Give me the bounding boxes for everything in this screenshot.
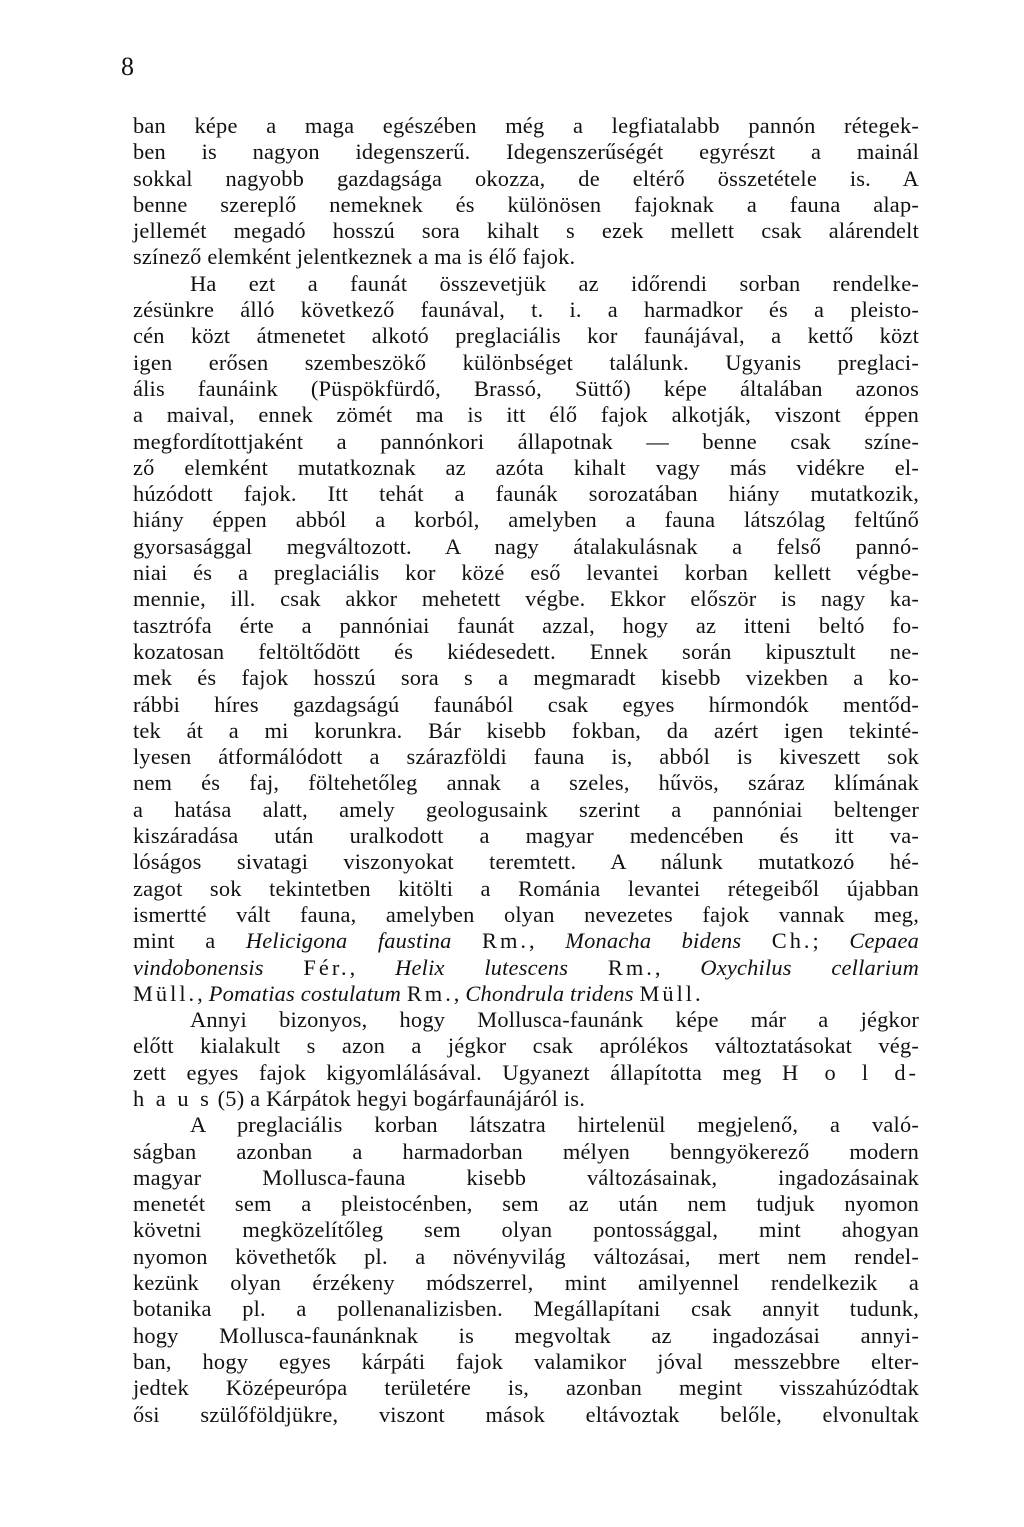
author-abbreviation: Ch. <box>771 928 813 954</box>
text-line: jedtek Középeurópa területére is, azonban megint visszahúzódtak <box>133 1375 919 1401</box>
text-line: megfordítottjaként a pannónkori állapotnak — benne csak színe- <box>133 428 919 454</box>
author-name-part: h a u s <box>133 1085 212 1111</box>
text-line: ben is nagyon idegenszerű. Idegenszerűségét egyrészt a mainál <box>133 139 919 165</box>
species-name: Monacha bidens <box>565 928 742 954</box>
species-name: vindobonensis <box>133 954 264 980</box>
species-name: Oxychilus cellarium <box>700 954 919 980</box>
text-line: követni megközelítőleg sem olyan pontossággal, mint ahogyan <box>133 1217 919 1243</box>
text-line: benne szereplő nemeknek és különösen fajoknak a fauna alap- <box>133 191 919 217</box>
text-line <box>133 1086 919 1112</box>
text-line: sokkal nagyobb gazdagsága okozza, de eltérő összetétele is. A <box>133 165 919 191</box>
text-line: rábbi híres gazdagságú faunából csak egyes hírmondók mentőd- <box>133 691 919 717</box>
text-line: a hatása alatt, amely geologusaink szerint a pannóniai beltenger <box>133 796 919 822</box>
text-line: ban, hogy egyes kárpáti fajok valamikor jóval messzebbre elter- <box>133 1348 919 1374</box>
text-line: Ha ezt a faunát összevetjük az időrendi sorban rendelke- <box>190 270 919 296</box>
paragraph-3 <box>133 1007 919 1112</box>
text-line: zésünkre álló következő faunával, t. i. a harmadkor és a pleisto- <box>133 297 919 323</box>
species-name: Pomatias costulatum <box>208 980 402 1006</box>
text-fragment: zett egyes fajok kigyomlálásával. Ugyanezt állapította meg <box>133 1059 762 1085</box>
author-abbreviation: Müll. <box>639 980 704 1006</box>
text-line: cén közt átmenetet alkotó preglaciális kor faunájával, a kettő közt <box>133 323 919 349</box>
text-line: húzódott fajok. Itt tehát a faunák sorozatában hiány mutatkozik, <box>133 481 919 507</box>
text-fragment: (5) a Kárpátok hegyi bogárfaunájáról is. <box>211 1085 585 1111</box>
species-name: Cepaea <box>849 928 919 954</box>
text-line: a maival, ennek zömét ma is itt élő fajok alkotják, viszont éppen <box>133 402 919 428</box>
author-abbreviation: Fér. <box>303 954 350 980</box>
author-abbreviation: Müll. <box>133 980 198 1006</box>
text-line <box>133 1060 919 1086</box>
text-line: tasztrófa érte a pannóniai faunát azzal, hogy az itteni beltó fo- <box>133 612 919 638</box>
text-line: menetét sem a pleistocénben, sem az után nem tudjuk nyomon <box>133 1191 919 1217</box>
text-line: jellemét megadó hosszú sora kihalt s ezek mellett csak alárendelt <box>133 218 919 244</box>
author-name-part: H o l d- <box>782 1059 919 1085</box>
page-number: 8 <box>121 52 134 81</box>
text-line: ban képe a maga egészében még a legfiatalabb pannón rétegek- <box>133 113 919 138</box>
text-line: Annyi bizonyos, hogy Mollusca-faunánk képe már a jégkor <box>190 1007 919 1033</box>
text-line: zagot sok tekintetben kitölti a Románia levantei rétegeiből újabban <box>133 875 919 901</box>
text-line: mek és fajok hosszú sora s a megmaradt kisebb vizekben a ko- <box>133 665 919 691</box>
paragraph-4 <box>133 1112 919 1428</box>
author-abbreviation: Rm. <box>406 980 454 1006</box>
text-line: nyomon követhetők pl. a növényvilág változásai, mert nem rendel- <box>133 1243 919 1269</box>
text-line: hogy Mollusca-faunánknak is megvoltak az ingadozásai annyi- <box>133 1322 919 1348</box>
text-line: ális faunáink (Püspökfürdő, Brassó, Süttő) képe általában azonos <box>133 375 919 401</box>
paragraph-2 <box>133 271 919 1007</box>
text-line: ismertté vált fauna, amelyben olyan nevezetes fajok vannak meg, <box>133 901 919 927</box>
text-line: botanika pl. a pollenanalizisben. Megállapítani csak annyit tudunk, <box>133 1296 919 1322</box>
text-line: lyesen átformálódott a szárazföldi fauna is, abból is kiveszett sok <box>133 744 919 770</box>
text-line: ősi szülőföldjükre, viszont mások eltávoztak belőle, elvonultak <box>133 1401 919 1427</box>
text-line: A preglaciális korban látszatra hirtelenül megjelenő, a való- <box>190 1112 919 1138</box>
body-text <box>133 113 919 1428</box>
text-line: tek át a mi korunkra. Bár kisebb fokban, da azért igen tekinté- <box>133 717 919 743</box>
species-name: Helix lutescens <box>395 954 569 980</box>
text-line: hiány éppen abból a korból, amelyben a fauna látszólag feltűnő <box>133 507 919 533</box>
text-line: lóságos sivatagi viszonyokat teremtett. A nálunk mutatkozó hé- <box>133 849 919 875</box>
text-line: ző elemként mutatkoznak az azóta kihalt vagy más vidékre el- <box>133 454 919 480</box>
text-line: gyorsasággal megváltozott. A nagy átalakulásnak a felső pannó- <box>133 533 919 559</box>
text-line: színező elemként jelentkeznek a ma is élő fajok. <box>133 244 576 270</box>
author-abbreviation: Rm. <box>607 954 655 980</box>
species-name: Chondrula tridens <box>465 980 634 1006</box>
text-line: kiszáradása után uralkodott a magyar medencében és itt va- <box>133 823 919 849</box>
species-line: Müll., Pomatias costulatum Rm., Chondrula tridens Müll. <box>133 980 704 1006</box>
text-line: niai és a preglaciális kor közé eső levantei korban kellett végbe- <box>133 560 919 586</box>
text-line: kezünk olyan érzékeny módszerrel, mint amilyennel rendelkezik a <box>133 1270 919 1296</box>
text-line: előtt kialakult s azon a jégkor csak aprólékos változtatásokat vég- <box>133 1033 919 1059</box>
species-line: vindobonensis Fér., Helix lutescens Rm., Oxychilus cellarium <box>133 954 919 980</box>
species-name: Helicigona faustina <box>245 928 452 954</box>
species-line: mint a Helicigona faustina Rm., Monacha bidens Ch.; Cepaea <box>133 928 919 954</box>
text-line: magyar Mollusca-fauna kisebb változásainak, ingadozásainak <box>133 1164 919 1190</box>
text-line: ságban azonban a harmadorban mélyen benngyökerező modern <box>133 1138 919 1164</box>
author-abbreviation: Rm. <box>482 928 529 954</box>
text-line: nem és faj, föltehetőleg annak a szeles, hűvös, száraz klímának <box>133 770 919 796</box>
text-line: mennie, ill. csak akkor mehetett végbe. Ekkor először is nagy ka- <box>133 586 919 612</box>
text-line: kozatosan feltöltődött és kiédesedett. Ennek során kipusztult ne- <box>133 638 919 664</box>
text-line: igen erősen szembeszökő különbséget találunk. Ugyanis preglaci- <box>133 349 919 375</box>
paragraph-1 <box>133 113 919 271</box>
